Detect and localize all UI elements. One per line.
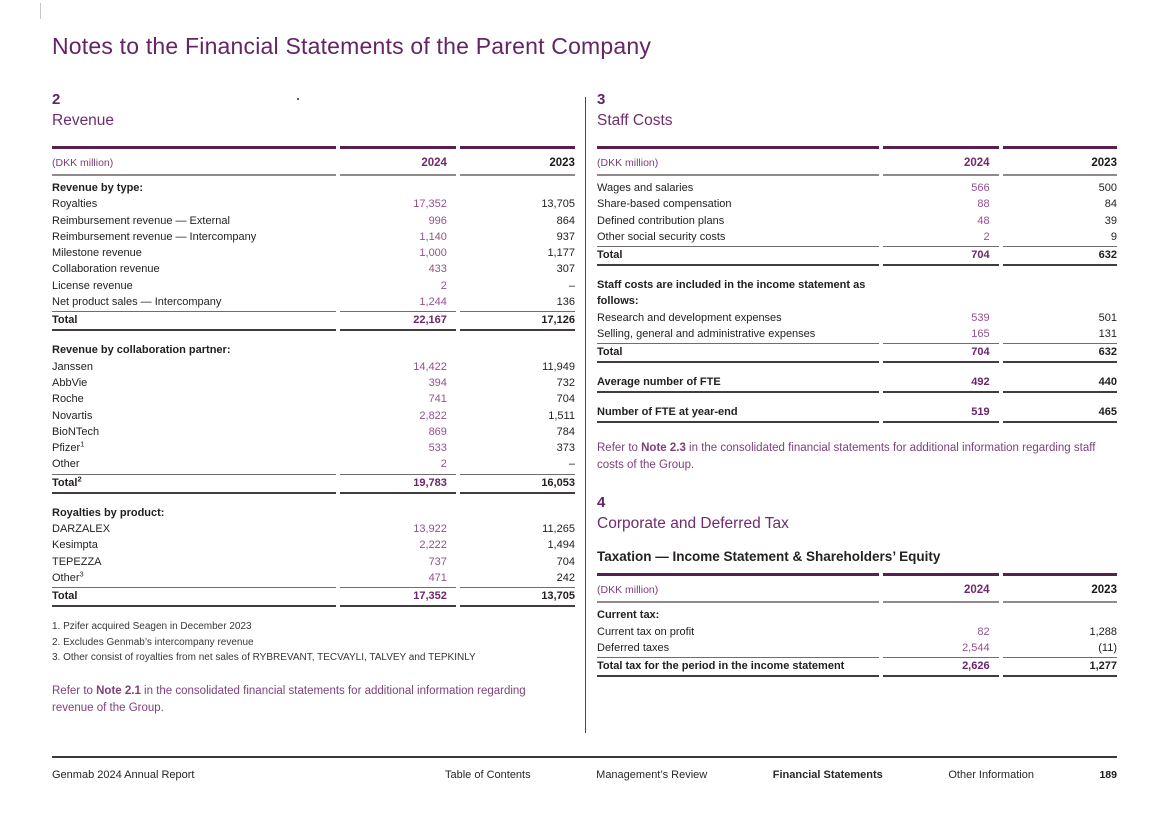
value-2023: 9 (1110, 230, 1117, 243)
table-section (52, 338, 575, 493)
note-2-number: 2 (52, 91, 61, 108)
value-2024: 533 (428, 442, 447, 455)
total-value-2024: 17,352 (413, 590, 447, 603)
note-3-number: 3 (597, 91, 606, 108)
total-label: Total$^2$ (52, 474, 82, 489)
row-label: Royalties (52, 198, 98, 211)
value-2023: 136 (556, 296, 575, 309)
table-rule (597, 675, 1117, 677)
table-rule (52, 329, 575, 331)
footnote: 3. Other consist of royalties from net sales of RYBREVANT, TECVAYLI, TALVEY and TEPKINLY (52, 652, 476, 664)
row-label: Janssen (52, 360, 93, 373)
col-2023-header: 2023 (1091, 157, 1117, 169)
total-value-2023: 632 (1098, 249, 1117, 262)
table-row (52, 375, 575, 391)
value-2024: 2 (983, 230, 990, 243)
table-rule (597, 421, 1117, 423)
table-header-row (597, 576, 1117, 601)
value-2023: 39 (1104, 214, 1117, 227)
section-heading-label: Current tax: (597, 609, 660, 622)
staff-costs-table (597, 146, 1117, 423)
table-section-heading (597, 607, 1117, 623)
value-2024: 737 (428, 555, 447, 568)
value-2023: 1,288 (1089, 625, 1117, 638)
note-2-revenue-section (52, 90, 575, 716)
value-2023: 937 (556, 230, 575, 243)
reference-text: in the consolidated financial statements for additional information regarding staff costs of the Group. (597, 442, 1096, 471)
row-label: Wages and salaries (597, 182, 694, 194)
reference-text: Refer to (597, 442, 642, 455)
table-total-row (597, 658, 1117, 675)
value-2024: 48 (977, 214, 990, 227)
row-label: Reimbursement revenue — External (52, 214, 230, 227)
table-rule (52, 146, 575, 149)
footer-row (52, 769, 1117, 781)
row-label: Deferred taxes (597, 641, 670, 654)
footer-nav-table-of-contents[interactable]: Table of Contents (445, 769, 531, 781)
col-2023-header: 2023 (1091, 584, 1117, 597)
table-row (52, 537, 575, 553)
table-unit-label: (DKK million) (597, 157, 659, 169)
col-2024-header: 2024 (964, 157, 990, 169)
revenue-table (52, 146, 575, 607)
value-2023: 242 (556, 571, 575, 584)
table-row (52, 408, 575, 424)
value-2023: 704 (556, 393, 575, 406)
value-2024: 2 (440, 458, 447, 471)
row-label: DARZALEX (52, 523, 111, 536)
table-total-row (52, 475, 575, 492)
table-section (52, 501, 575, 607)
table-section (597, 176, 1117, 266)
value-2024: 1,140 (419, 230, 447, 243)
total-label: Total (52, 590, 78, 603)
total-label: Number of FTE at year-end (597, 406, 738, 419)
row-label: TEPEZZA (52, 555, 102, 568)
value-2023: (11) (1098, 641, 1117, 654)
value-2023: 732 (556, 376, 575, 389)
footnote-marker: 1 (80, 439, 85, 449)
table-header-row (597, 149, 1117, 174)
row-label: Other social security costs (597, 230, 726, 243)
row-label: Milestone revenue (52, 247, 142, 260)
table-section-heading (52, 505, 575, 521)
value-2023: – (568, 279, 575, 292)
row-label: Roche (52, 393, 84, 406)
row-label: Defined contribution plans (597, 214, 725, 227)
table-row (52, 554, 575, 570)
row-label: BioNTech (52, 425, 100, 438)
table-rule (597, 361, 1117, 363)
value-2024: 2,822 (419, 409, 447, 422)
total-label: Total (597, 249, 623, 262)
row-label: Reimbursement revenue — Intercompany (52, 230, 257, 243)
table-row (597, 213, 1117, 229)
value-2024: 869 (428, 425, 447, 438)
table-unit-label: (DKK million) (52, 157, 114, 169)
revenue-footnotes (52, 619, 575, 666)
row-label: Other (52, 458, 80, 471)
value-2024: 165 (971, 328, 990, 341)
taxation-subheading: Taxation — Income Statement & Shareholders’ Equity (597, 549, 941, 565)
total-label: Total tax for the period in the income statement (597, 660, 845, 673)
total-value-2023: 13,705 (541, 590, 575, 603)
table-section (597, 400, 1117, 423)
total-value-2023: 440 (1098, 376, 1117, 389)
value-2024: 2 (440, 279, 447, 292)
value-2023: 131 (1098, 328, 1117, 341)
row-label: Current tax on profit (597, 625, 695, 638)
table-row (52, 294, 575, 310)
footer-nav (445, 769, 1117, 781)
value-2024: 1,244 (419, 296, 447, 309)
table-rule (597, 146, 1117, 149)
value-2023: 501 (1098, 311, 1117, 324)
table-unit-label: (DKK million) (597, 584, 659, 597)
table-row (52, 245, 575, 261)
value-2023: 784 (556, 425, 575, 438)
value-2023: 11,265 (542, 523, 575, 536)
value-2024: 2,222 (419, 539, 447, 552)
row-label: Share-based compensation (597, 198, 732, 211)
footer-nav-other-information[interactable]: Other Information (948, 769, 1034, 781)
section-heading-label: Revenue by type: (52, 182, 144, 194)
table-rule (597, 573, 1117, 576)
table-row (597, 310, 1117, 326)
value-2024: 13,922 (413, 523, 447, 536)
tax-table (597, 573, 1117, 677)
value-2023: 1,511 (548, 409, 575, 422)
table-section (597, 603, 1117, 677)
value-2023: 1,177 (547, 247, 575, 260)
column-divider (585, 97, 586, 733)
table-rule (597, 174, 1117, 176)
col-2023-header: 2023 (549, 157, 575, 169)
note-4-title: Corporate and Deferred Tax (597, 515, 789, 533)
footnote-marker: 2 (77, 474, 82, 484)
table-total-row (597, 374, 1117, 391)
total-value-2023: 17,126 (541, 314, 575, 327)
value-2023: 1,494 (547, 539, 575, 552)
total-label: Average number of FTE (597, 376, 721, 389)
table-section-heading (597, 277, 1117, 310)
footer-nav-management-s-review[interactable]: Management’s Review (596, 769, 708, 781)
row-label: Pfizer$^1$ (52, 439, 85, 455)
table-total-row (52, 588, 575, 605)
revenue-note-reference (52, 683, 557, 716)
total-value-2024: 492 (971, 376, 990, 389)
value-2023: 13,705 (541, 198, 575, 211)
footnote: 1. Pzifer acquired Seagen in December 2023 (52, 621, 252, 633)
table-header-row (52, 149, 575, 174)
table-row (52, 391, 575, 407)
total-value-2024: 19,783 (413, 476, 447, 489)
col-2024-header: 2024 (421, 157, 447, 169)
note-4-number: 4 (597, 494, 606, 512)
table-row (52, 229, 575, 245)
value-2024: 539 (971, 311, 990, 324)
row-label: Novartis (52, 409, 93, 422)
footer-rule (52, 756, 1117, 758)
table-row (597, 180, 1117, 196)
total-value-2024: 2,626 (962, 660, 990, 673)
total-label: Total (52, 314, 78, 327)
table-total-row (597, 247, 1117, 264)
section-heading-label: Staff costs are included in the income statement as follows: (597, 279, 866, 308)
total-value-2023: 1,277 (1089, 660, 1117, 673)
table-section-heading (52, 180, 575, 196)
table-total-row (597, 344, 1117, 361)
row-label: Selling, general and administrative expenses (597, 328, 816, 341)
table-row (52, 359, 575, 375)
table-rule (52, 605, 575, 607)
table-section (597, 273, 1117, 363)
footer-nav-financial-statements[interactable]: Financial Statements (772, 769, 883, 781)
report-name: Genmab 2024 Annual Report (52, 769, 195, 781)
value-2024: 1,000 (419, 247, 447, 260)
note-2-1-link[interactable]: Note 2.1 (96, 685, 141, 698)
table-row (52, 521, 575, 537)
page-edge-mark (40, 3, 41, 19)
row-label: Collaboration revenue (52, 263, 160, 276)
row-label: AbbVie (52, 376, 88, 389)
value-2024: 433 (428, 263, 447, 276)
row-label: Kesimpta (52, 539, 98, 552)
value-2024: 82 (977, 625, 990, 638)
note-2-3-link[interactable]: Note 2.3 (641, 442, 686, 455)
total-value-2024: 22,167 (413, 314, 447, 327)
value-2024: 566 (971, 182, 990, 194)
table-row (52, 261, 575, 277)
value-2023: 373 (556, 442, 575, 455)
table-section (597, 370, 1117, 393)
reference-text: Refer to (52, 685, 97, 698)
reference-text: in the consolidated financial statements for additional information regarding revenue of the Group. (52, 685, 526, 714)
total-value-2023: 632 (1098, 346, 1117, 359)
table-section (52, 176, 575, 331)
staff-costs-note-reference (597, 440, 1117, 473)
value-2023: 307 (556, 263, 575, 276)
total-label: Total (597, 346, 623, 359)
value-2023: 864 (556, 214, 575, 227)
value-2023: 704 (556, 555, 575, 568)
value-2023: 84 (1104, 198, 1117, 211)
total-value-2023: 16,053 (541, 476, 575, 489)
section-heading-label: Royalties by product: (52, 506, 165, 519)
value-2024: 17,352 (413, 198, 447, 211)
note-2-title: Revenue (52, 112, 115, 129)
note-4-header (597, 493, 1117, 535)
row-label: License revenue (52, 279, 133, 292)
value-2024: 471 (428, 571, 447, 584)
value-2024: 394 (428, 376, 447, 389)
table-row (52, 278, 575, 294)
value-2024: 88 (977, 198, 990, 211)
value-2024: 14,422 (413, 360, 447, 373)
value-2023: – (568, 458, 575, 471)
table-row (52, 196, 575, 212)
table-total-row (52, 312, 575, 329)
row-label: Research and development expenses (597, 311, 782, 324)
table-row (52, 424, 575, 440)
table-rule (52, 174, 575, 176)
table-row (597, 326, 1117, 342)
table-row (597, 624, 1117, 640)
table-rule (597, 264, 1117, 266)
value-2023: 500 (1098, 182, 1117, 194)
table-section-heading (52, 342, 575, 358)
footnote-marker: 3 (79, 569, 84, 579)
table-row (597, 640, 1117, 656)
table-rule (597, 391, 1117, 393)
table-row (52, 213, 575, 229)
page-title: Notes to the Financial Statements of the Parent Company (52, 33, 652, 59)
total-value-2023: 465 (1098, 406, 1117, 419)
total-value-2024: 704 (971, 346, 990, 359)
value-2023: 11,949 (542, 360, 575, 373)
table-row (52, 456, 575, 472)
table-row (52, 570, 575, 586)
table-row (52, 440, 575, 456)
row-label: Other$^3$ (52, 569, 84, 584)
row-label: Net product sales — Intercompany (52, 296, 222, 309)
col-2024-header: 2024 (964, 584, 990, 597)
total-value-2024: 519 (971, 406, 990, 419)
table-rule (52, 492, 575, 494)
footnote: 2. Excludes Genmab’s intercompany revenue (52, 636, 254, 648)
table-row (597, 196, 1117, 212)
table-rule (597, 601, 1117, 603)
value-2024: 996 (428, 214, 447, 227)
table-row (597, 229, 1117, 245)
value-2024: 741 (428, 393, 447, 406)
total-value-2024: 704 (971, 249, 990, 262)
right-column (597, 90, 1117, 677)
note-3-title: Staff Costs (597, 112, 673, 129)
table-total-row (597, 404, 1117, 421)
value-2024: 2,544 (962, 641, 990, 654)
section-heading-label: Revenue by collaboration partner: (52, 344, 231, 357)
page-number: 189 (1099, 769, 1117, 781)
page-footer (52, 756, 1117, 781)
